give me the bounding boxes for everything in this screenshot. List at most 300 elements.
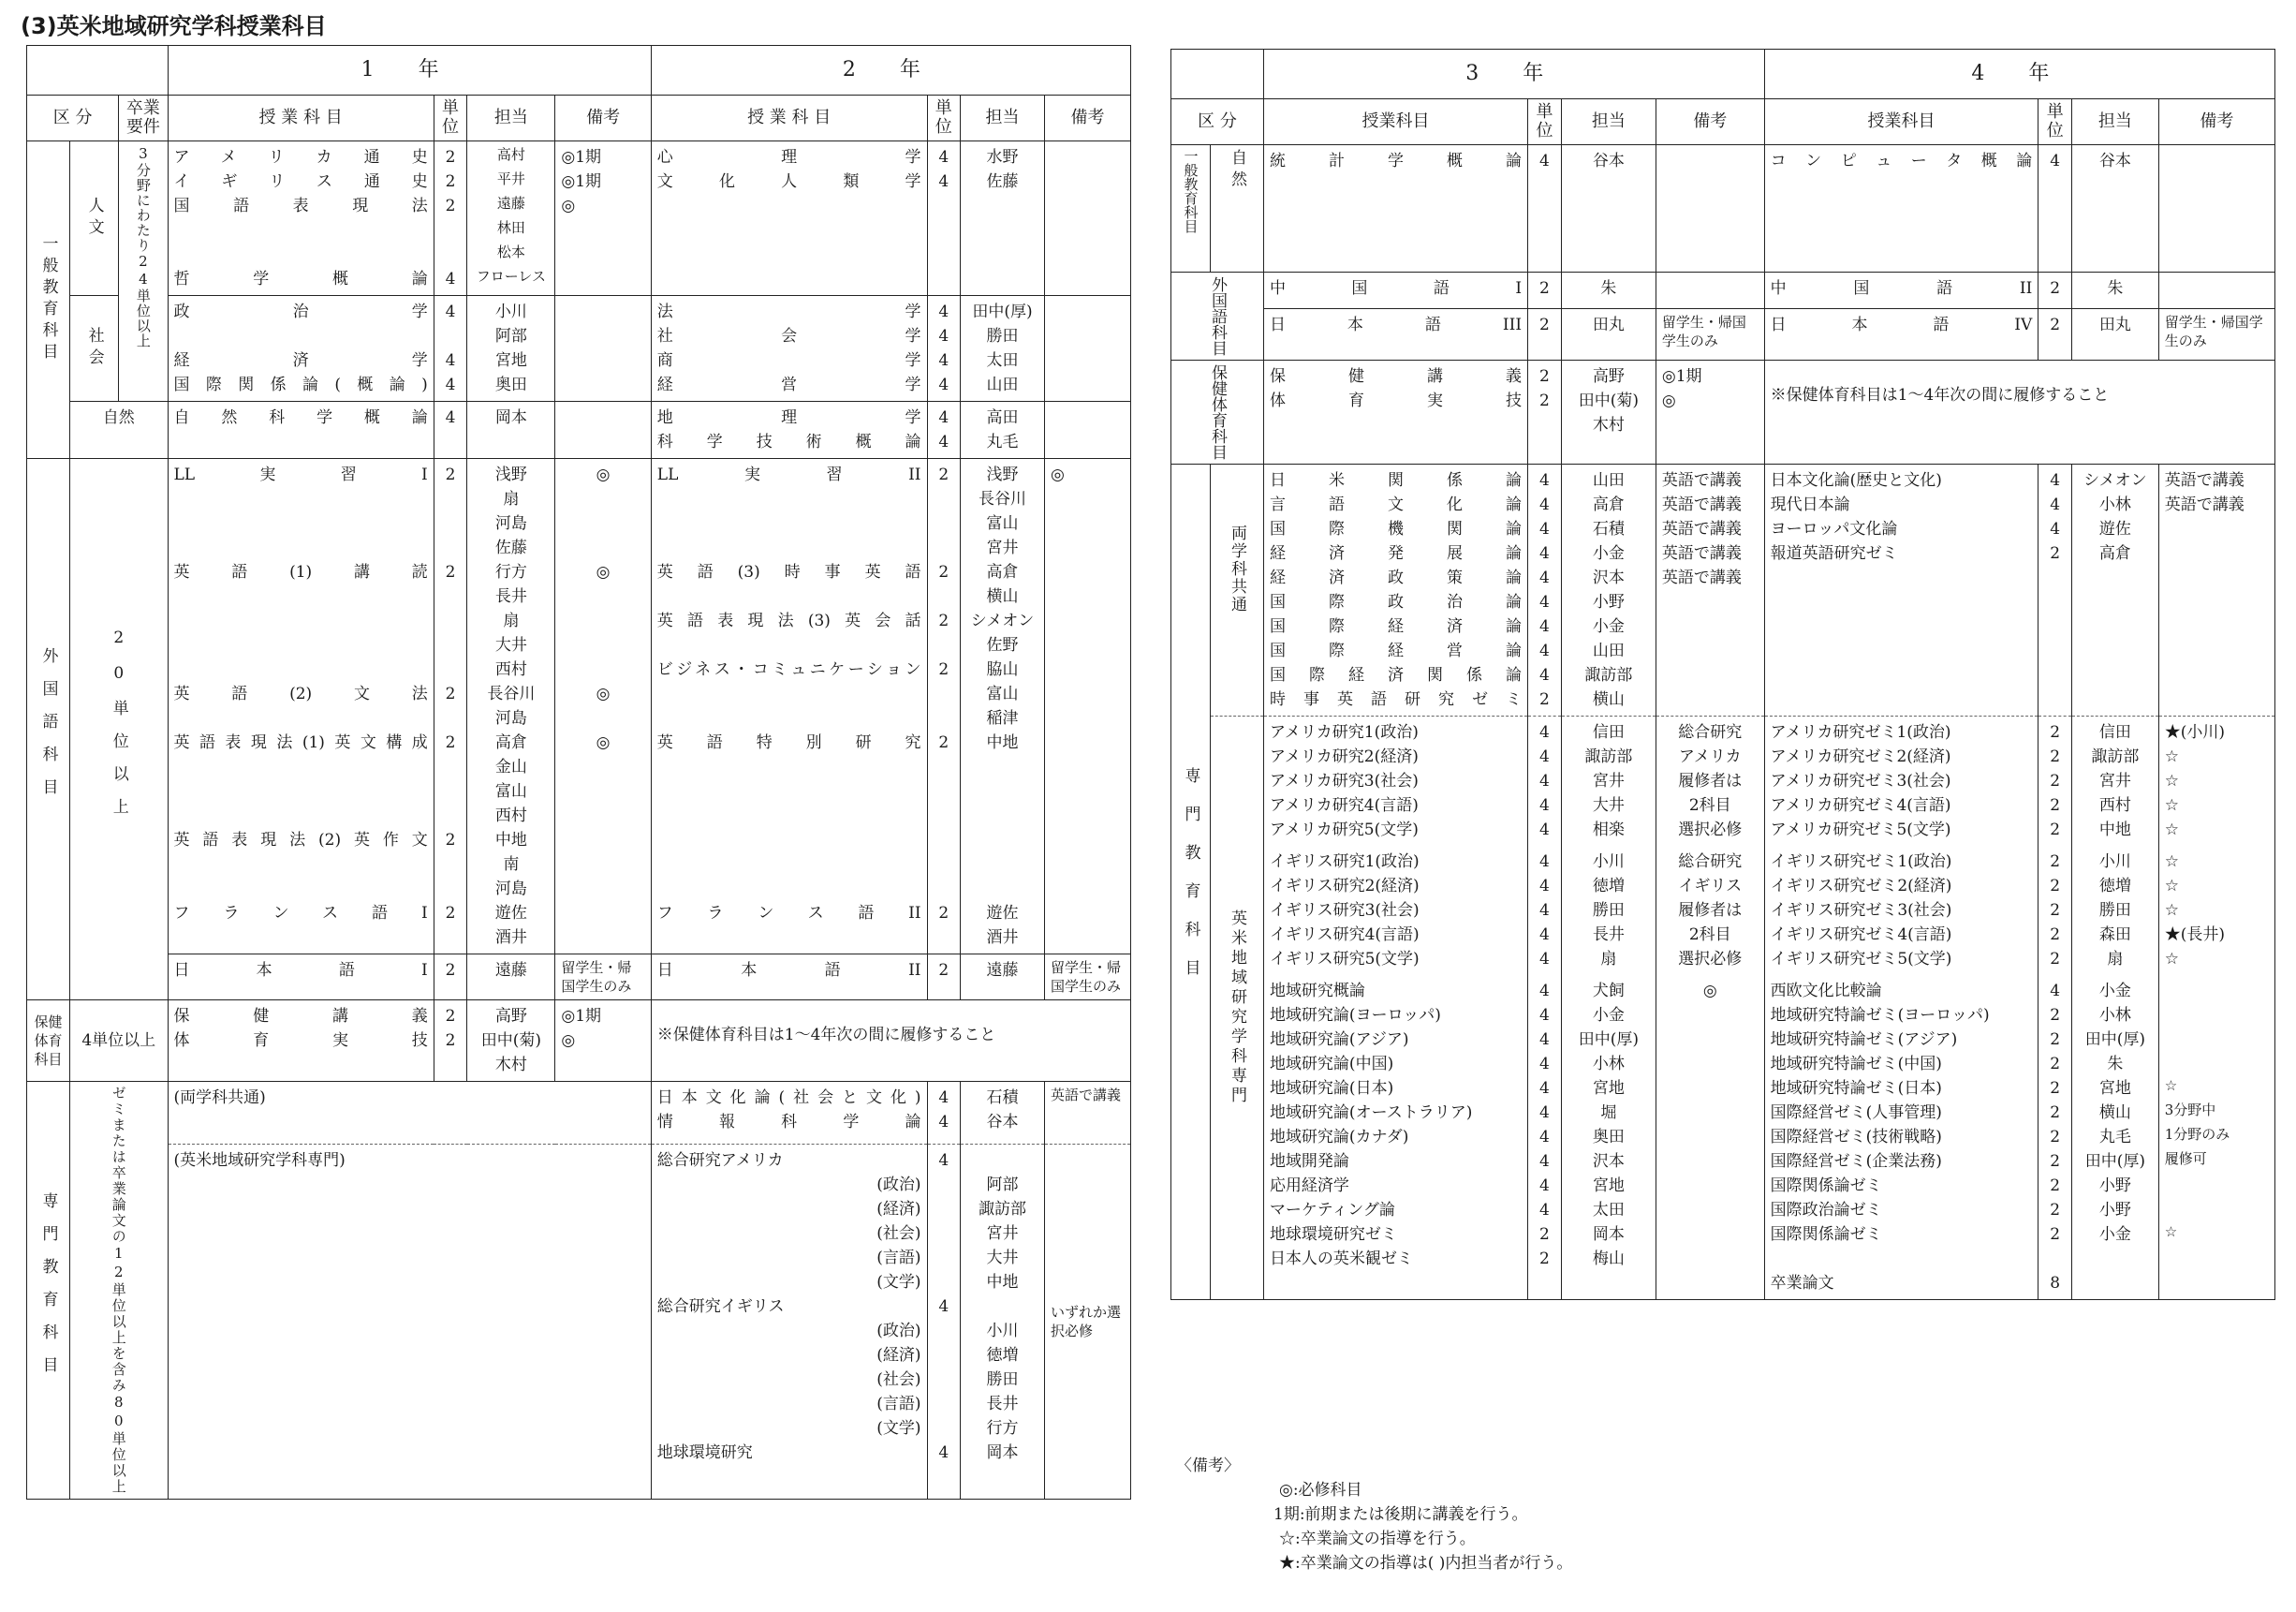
r-am-y3-subjects-item: アメリカ研究2(経済) (1269, 747, 1419, 766)
jinbun-y1-units-item: 2 (445, 197, 456, 215)
r-area-y3-subjects-item: 地域開発論 (1269, 1152, 1349, 1171)
r-common-y4-units (2038, 465, 2072, 717)
major-y2-subjects-item: (経済) (876, 1199, 921, 1219)
common-y2-units-item: 4 (938, 1113, 949, 1131)
r-common-y3-teachers-item: 小野 (1592, 593, 1625, 612)
y3-teacher-header: 担当 (1561, 99, 1656, 145)
shakai-y1-units-item: 4 (445, 376, 456, 394)
notes-label: 〈備考〉 (1176, 1457, 1240, 1475)
jinbun-y1-teachers-item: 平井 (496, 170, 525, 187)
foreign-y1-teachers-item: 扇 (503, 490, 520, 509)
r-senmon-common-row (1171, 465, 2275, 717)
foreign-y1-subjects-item: 英語(1)講読 (173, 563, 428, 582)
r-common-y3-remarks-item: 英語で講義 (1661, 471, 1742, 490)
y4-unit-header: 単位 (2038, 99, 2072, 145)
r-common-y3-units-item: 4 (1539, 666, 1550, 685)
r-common-y3-subjects-item: 国際政治論 (1269, 593, 1523, 612)
foreign-y2-units-item: 2 (938, 733, 949, 752)
senmon-major-label: (英米地域研究学科専門) (168, 1144, 651, 1499)
foreign-row (27, 459, 1131, 954)
r-uk-y3-teachers-item: 徳増 (1592, 877, 1625, 895)
jinbun-y1-subjects-item (174, 218, 428, 243)
r-am-y3-remark-item: 履修者は (1678, 772, 1743, 791)
r-am-y4-units-item: 2 (2050, 821, 2061, 839)
left-curriculum-table (26, 45, 1131, 1500)
shizen-y2-teachers-item: 高田 (986, 408, 1019, 427)
y3-remark-header: 備考 (1656, 99, 1764, 145)
major-y2-remark: いずれか選択必修 (1044, 1144, 1130, 1499)
y4-remark-header: 備考 (2158, 99, 2274, 145)
r-uk-y3-subjects (1263, 846, 1527, 975)
r-am-y4-subjects-item: アメリカ研究ゼミ2(経済) (1770, 747, 1951, 766)
r-area-y3-teachers-item: 梅山 (1592, 1250, 1625, 1268)
r-common-y3-teachers-item: 横山 (1592, 690, 1625, 709)
r-area-row (1171, 975, 2275, 1300)
r-area-y4-teachers-item: 小林 (2098, 1006, 2131, 1025)
foreign-y1-units-item (440, 925, 462, 950)
r-uk-y3-remark-item: 選択必修 (1678, 950, 1743, 969)
foreign-y1-remarks-item (561, 852, 644, 877)
r-area-y3-units-item: 2 (1539, 1250, 1550, 1268)
r-am-y4-subjects-item: アメリカ研究ゼミ4(言語) (1770, 796, 1951, 815)
foreign-y2-subjects-item (657, 828, 921, 852)
major-y2-subjects-item: (政治) (876, 1175, 921, 1194)
r-uk-y4-subjects-item: イギリス研究ゼミ2(経済) (1770, 877, 1952, 895)
r-foreign-y3b-teacher: 田丸 (1561, 309, 1656, 361)
foreign-y1-subjects-item: 英語(2)文法 (173, 685, 428, 703)
r-common-y4-subjects-item: 現代日本論 (1770, 495, 1850, 514)
health-y1-units-item: 2 (445, 1031, 456, 1050)
common-y2-remark: 英語で講義 (1044, 1082, 1130, 1145)
shakai-y1-units (434, 296, 467, 402)
foreign-label: 外国語科目 (38, 647, 58, 811)
foreign-y2-subjects (651, 459, 927, 954)
jinbun-y1-units-item: 4 (445, 270, 456, 288)
foreign-y1-subjects-item: 英語表現法(2)英作文 (173, 831, 428, 850)
r-area-y4-remarks-item (2165, 1028, 2269, 1052)
shakai-y2-subjects-item: 法学 (656, 303, 921, 321)
foreign-y1-teachers-item: 長谷川 (487, 685, 536, 703)
foreign-y1-remarks-item (561, 584, 644, 609)
senmon-label: 専門教育科目 (38, 1191, 58, 1389)
health-y1-teachers (467, 1000, 555, 1082)
r-area-y4-teachers-item: 宮地 (2098, 1079, 2131, 1098)
r-area-y4-units-item: 2 (2050, 1176, 2061, 1195)
major-y2-teachers-item: 長井 (986, 1394, 1019, 1413)
r-area-y3-subjects-item: 地域研究論(日本) (1269, 1079, 1394, 1098)
foreign-y1-units-item: 2 (445, 733, 456, 752)
major-y2-subjects-item: (社会) (876, 1369, 921, 1389)
r-general-y3-subject: 統計学概論 (1269, 152, 1523, 170)
r-am-y4-units (2038, 717, 2072, 847)
r-am-y3-remark-item: 総合研究 (1678, 723, 1743, 742)
major-y2-teachers-item: 大井 (986, 1248, 1019, 1267)
r-common-y3-remarks-item: 英語で講義 (1661, 495, 1742, 514)
req-header: 卒業要件 (119, 96, 168, 141)
major-y2-teachers-item: 行方 (986, 1418, 1019, 1438)
r-common-y4-subjects-item: 日本文化論(歴史と文化) (1770, 471, 1942, 490)
r-area-y3-subjects-item: 日本人の英米観ゼミ (1269, 1250, 1413, 1268)
jinbun-y1-remarks-item: ◎1期 (561, 172, 602, 191)
foreign-y1-remarks-item (561, 487, 644, 511)
major-y2-teachers-item: 小川 (986, 1321, 1019, 1340)
r-area-y3-teachers-item: 堀 (1600, 1103, 1617, 1122)
r-am-y4-teachers-item: 宮井 (2098, 772, 2131, 791)
r-area-y4-remarks-item: ☆ (2164, 1223, 2178, 1240)
foreign-y1-remarks-item: ◎ (596, 733, 611, 752)
health-note: ※保健体育科目は1～4年次の間に履修すること (651, 1000, 1130, 1082)
r-common-y3-remarks (1656, 465, 1764, 717)
senmon-major-row (27, 1144, 1131, 1499)
r-common-y3-remarks-item: 英語で講義 (1661, 520, 1742, 539)
r-common-y3-subjects (1263, 465, 1527, 717)
shizen-y2-units (927, 402, 961, 459)
r-health-label: 保健体育科目 (1207, 364, 1227, 460)
nihongo-y2-subject: 日本語II (656, 961, 921, 980)
major-y2-teachers-item: 諏訪部 (979, 1199, 1026, 1219)
r-uk-y4-subjects-item: イギリス研究ゼミ5(文学) (1770, 950, 1952, 969)
r-am-y3-teachers-item: 信田 (1592, 723, 1625, 742)
foreign-y1-units-item (440, 487, 462, 511)
r-am-y4-units-item: 2 (2050, 747, 2061, 766)
r-uk-y4-teachers-item: 徳増 (2098, 877, 2131, 895)
r-am-y4-units-item: 2 (2050, 772, 2061, 791)
r-area-y3-teachers-item: 沢本 (1592, 1152, 1625, 1171)
r-health-y3-units (1528, 361, 1562, 465)
r-general-y4-unit: 4 (2038, 145, 2072, 273)
foreign-y2-remarks (1044, 459, 1130, 954)
r-common-y3-teachers-item: 小金 (1592, 617, 1625, 636)
foreign-y2-units-item (934, 877, 955, 901)
y1-teacher-header: 担当 (467, 96, 555, 141)
r-health-y3-teachers-item: 田中(菊) (1578, 392, 1639, 410)
r-common-y4-teachers-item: 高倉 (2098, 544, 2131, 563)
y2-teacher-header: 担当 (961, 96, 1045, 141)
foreign-y1-remarks-item: ◎ (596, 466, 611, 484)
r-area-y4-subjects-item: 地域研究特論ゼミ(中国) (1770, 1055, 1942, 1073)
r-common-y3-teachers-item: 石積 (1592, 520, 1625, 539)
shakai-y1-teachers-item: 奥田 (494, 376, 527, 394)
foreign-y1-remarks (555, 459, 651, 954)
r-uk-y3-units-item: 4 (1539, 925, 1550, 944)
r-am-y3-subjects (1263, 717, 1527, 847)
r-general-y3-unit: 4 (1528, 145, 1562, 273)
r-area-y4-units-item: 2 (2050, 1006, 2061, 1025)
health-y1-teachers-item: 木村 (494, 1056, 527, 1074)
shakai-y1-subjects-item (174, 324, 428, 348)
r-common-y4-units-item: 2 (2050, 544, 2061, 563)
r-uk-y3-teachers-item: 勝田 (1592, 901, 1625, 920)
foreign-y2-teachers-item: 横山 (986, 587, 1019, 606)
foreign-y1-units-item: 2 (445, 685, 456, 703)
general-label: 一般教育科目 (38, 235, 58, 364)
major-y2-units-item: 4 (938, 1442, 949, 1462)
r-common-y4-remarks-item: 英語で講義 (2164, 471, 2244, 490)
r-am-y3-units-item: 4 (1539, 821, 1550, 839)
foreign-y2-teachers-item (966, 852, 1038, 877)
r-senmon-label: 専門教育科目 (1181, 766, 1200, 998)
foreign-y1-units-item: 2 (445, 466, 456, 484)
foreign-y2-units-item (934, 755, 955, 779)
jinbun-y1-teachers-item: 遠藤 (496, 195, 525, 212)
r-health-y3-teachers-item: 高野 (1592, 367, 1625, 386)
foreign-y2-units-item (934, 536, 955, 560)
r-area-y4-subjects-item: 国際経営ゼミ(技術戦略) (1770, 1128, 1942, 1146)
r-common-label: 両学科共通 (1228, 525, 1247, 614)
r-health-y3-units-item: 2 (1539, 392, 1550, 410)
r-area-y4-units-item: 2 (2050, 1225, 2061, 1244)
r-common-y3-units-item: 2 (1539, 690, 1550, 709)
year-header-row (27, 46, 1131, 96)
major-y2-units (927, 1144, 961, 1499)
r-common-y3-units-item: 4 (1539, 617, 1550, 636)
foreign-y1-units-item: 2 (445, 831, 456, 850)
r-area-y3-units-item: 4 (1539, 1103, 1550, 1122)
r-area-y4-subjects-item: 地域研究特論ゼミ(日本) (1770, 1079, 1942, 1098)
r-health-y3-subjects (1263, 361, 1527, 465)
foreign-y1-subjects-item (174, 852, 428, 877)
shizen-y1-teachers-item: 岡本 (494, 408, 527, 427)
nihongo-y1-remark: 留学生・帰国学生のみ (555, 954, 651, 1000)
r-common-y4-teachers-item: 遊佐 (2098, 520, 2131, 539)
shakai-y1-subjects-item: 国際関係論(概論) (173, 376, 428, 394)
r-am-y3-units (1528, 717, 1562, 847)
health-y1-remarks (555, 1000, 651, 1082)
r-common-y3-units-item: 4 (1539, 471, 1550, 490)
foreign-y1-teachers-item: 富山 (494, 782, 527, 801)
year1-header: 1 年 (168, 46, 651, 96)
r-area-y4-teachers-item: 横山 (2098, 1103, 2131, 1122)
foreign-y1-remarks-item (561, 633, 644, 658)
senmon-req: ゼミまたは卒業論文の12単位以上を含み80単位以上 (110, 1086, 127, 1495)
r-uk-y3-subjects-item: イギリス研究3(社会) (1269, 901, 1420, 920)
foreign-y2-units-item (934, 633, 955, 658)
foreign-y1-subjects-item (174, 755, 428, 779)
jinbun-label: 人文 (84, 197, 104, 240)
foreign-y2-teachers-item: 長谷川 (979, 490, 1026, 509)
shakai-y2-teachers-item: 田中(厚) (972, 303, 1033, 321)
major-y2-subjects (651, 1144, 927, 1499)
r-uk-y4-teachers-item: 扇 (2107, 950, 2124, 969)
r-common-y3-subjects-item: 経済発展論 (1269, 544, 1523, 563)
shizen-y1-teachers (467, 402, 555, 459)
foreign-y2-teachers-item: 佐野 (986, 636, 1019, 655)
shakai-y2-teachers-item: 太田 (986, 351, 1019, 370)
r-uk-row (1171, 846, 2275, 975)
r-uk-y3-teachers-item: 長井 (1592, 925, 1625, 944)
foreign-y1-units-item (440, 658, 462, 682)
note-item-3: ☆:卒業論文の指導を行う。 (1279, 1530, 1476, 1548)
common-y2-subjects (651, 1082, 927, 1145)
r-am-y4-teachers-item: 中地 (2098, 821, 2131, 839)
major-y2-subjects-item: 総合研究アメリカ (656, 1150, 784, 1170)
r-area-y4-teachers-item: 田中(厚) (2084, 1030, 2146, 1049)
r-am-y4-remarks-item: ☆ (2164, 821, 2179, 839)
shakai-label: 社会 (84, 327, 104, 370)
r-area-y3-subjects-item: 応用経済学 (1269, 1176, 1349, 1195)
r-uk-y4-subjects-item: イギリス研究ゼミ3(社会) (1770, 901, 1952, 920)
foreign-y1-subjects-item (174, 925, 428, 950)
foreign-y2-units-item (934, 925, 955, 950)
shizen-y2-units-item: 4 (938, 408, 949, 427)
r-common-y4-teachers (2072, 465, 2159, 717)
foreign-y2-teachers-item (966, 779, 1038, 804)
health-y1-teachers-item: 高野 (494, 1007, 527, 1026)
r-uk-y4-units-item: 2 (2050, 950, 2061, 969)
r-health-y3-remarks-item: ◎ (1661, 392, 1676, 410)
r-health-note: ※保健体育科目は1～4年次の間に履修すること (1764, 361, 2274, 465)
r-year-header-row (1171, 50, 2275, 99)
r-area-y3-remark: ◎ (1656, 975, 1764, 1300)
foreign-y1-remarks-item (561, 779, 644, 804)
r-common-y3-teachers-item: 諏訪部 (1584, 666, 1633, 685)
foreign-y2-teachers-item (966, 828, 1038, 852)
foreign-y1-remarks-item (561, 706, 644, 731)
r-uk-y4-units-item: 2 (2050, 901, 2061, 920)
shizen-label: 自然 (69, 402, 168, 459)
foreign-y2-teachers-item: 浅野 (986, 466, 1019, 484)
foreign-y1-units-item (440, 779, 462, 804)
jinbun-y1-subjects-item: イギリス通史 (173, 172, 428, 191)
r-common-y4-remarks-item: 英語で講義 (2164, 495, 2244, 514)
shakai-y2-units (927, 296, 961, 402)
foreign-y1-subjects-item (174, 877, 428, 901)
major-y2-teachers-item: 岡本 (986, 1442, 1019, 1462)
r-uk-y4-remarks-item: ☆ (2164, 950, 2179, 969)
jinbun-y1-teachers (467, 141, 555, 296)
r-am-y4-subjects-item: アメリカ研究ゼミ1(政治) (1770, 723, 1951, 742)
r-area-y4-subjects-item: 国際経営ゼミ(企業法務) (1770, 1152, 1942, 1171)
jinbun-y2-units-item: 4 (938, 172, 949, 191)
r-area-y4-units-item: 2 (2050, 1128, 2061, 1146)
major-y2-units-item (934, 1197, 955, 1221)
major-y2-units-item: 4 (938, 1296, 949, 1316)
r-am-y3-remark-item: 2科目 (1688, 796, 1731, 815)
r-am-y4-teachers-item: 西村 (2098, 796, 2131, 815)
r-am-y4-teachers (2072, 717, 2159, 847)
r-area-y3-subjects-item: マーケティング論 (1269, 1201, 1395, 1220)
general-jinbun-row (27, 141, 1131, 296)
foreign-y1-teachers-item: 金山 (494, 758, 527, 776)
foreign-y2-teachers-item: 酒井 (986, 928, 1019, 947)
foreign-y1-subjects-item (174, 609, 428, 633)
shakai-y1-teachers-item: 小川 (494, 303, 527, 321)
foreign-y2-subjects-item (657, 511, 921, 536)
foreign-y1-teachers-item: 西村 (494, 660, 527, 679)
foreign-y1-remarks-item (561, 511, 644, 536)
foreign-y2-subjects-item (657, 925, 921, 950)
r-uk-y3-units-item: 4 (1539, 950, 1550, 969)
foreign-y1-teachers-item: 西村 (494, 806, 527, 825)
foreign-y1-remarks-item: ◎ (596, 563, 611, 582)
foreign-y1-remarks-item (561, 925, 644, 950)
major-y2-subjects-item: (言語) (876, 1394, 921, 1413)
r-common-y4-subjects-item: ヨーロッパ文化論 (1770, 520, 1898, 539)
r-foreign-y3a-teacher: 朱 (1561, 273, 1656, 309)
r-area-y4-teachers-item: 田中(厚) (2084, 1152, 2146, 1171)
r-common-y3-teachers-item: 沢本 (1592, 569, 1625, 587)
r-area-y4-subjects-item: 地域研究特論ゼミ(アジア) (1770, 1030, 1958, 1049)
foreign-y2-teachers-item (966, 755, 1038, 779)
foreign-y1-units-item: 2 (445, 904, 456, 923)
nihongo-y2-teacher: 遠藤 (961, 954, 1045, 1000)
shakai-y2-subjects (651, 296, 927, 402)
r-common-y3-units-item: 4 (1539, 495, 1550, 514)
foreign-y1-remarks-item: ◎ (596, 685, 611, 703)
nihongo-y1-unit: 2 (434, 954, 467, 1000)
major-y2-teachers-item: 宮井 (986, 1223, 1019, 1243)
major-y2-teachers-item: 勝田 (986, 1369, 1019, 1389)
r-area-y4-subjects-item: 国際経営ゼミ(人事管理) (1770, 1103, 1942, 1122)
r-uk-y4-units (2038, 846, 2072, 975)
foreign-y2-teachers-item: 高倉 (986, 563, 1019, 582)
foreign-req: 20単位以上 (109, 628, 128, 831)
r-health-y3-remarks-item: ◎1期 (1661, 367, 1702, 386)
r-area-y3-subjects-item: 地域研究論(オーストラリア) (1269, 1103, 1473, 1122)
foreign-y2-subjects-item (657, 779, 921, 804)
r-area-y4-remarks-item (2165, 1198, 2269, 1222)
r-area-y4-subjects-item: 卒業論文 (1770, 1274, 1834, 1293)
y3-subject-header: 授業科目 (1263, 99, 1527, 145)
shakai-y2-subjects-item: 社会学 (656, 327, 921, 346)
r-area-y3-teachers (1561, 975, 1656, 1300)
r-uk-y3-remark-item: 2科目 (1688, 925, 1731, 944)
foreign-y1-teachers-item: 扇 (503, 612, 520, 630)
foreign-y2-teachers-item (966, 804, 1038, 828)
foreign-y1-teachers-item: 長井 (494, 587, 527, 606)
foreign-y1-teachers-item: 河島 (494, 880, 527, 898)
r-area-y3-subjects (1263, 975, 1527, 1300)
major-y2-teachers-item (966, 1148, 1038, 1173)
foreign-y2-subjects-item (657, 706, 921, 731)
r-common-y3-teachers (1561, 465, 1656, 717)
foreign-y1-units-item: 2 (445, 563, 456, 582)
foreign-y2-units-item (934, 584, 955, 609)
r-am-y4-remarks-item: ★(小川) (2164, 723, 2225, 742)
health-y1-teachers-item: 田中(菊) (480, 1031, 541, 1050)
jinbun-y2-subjects-item: 心理学 (656, 148, 921, 167)
shakai-y2-units-item: 4 (938, 351, 949, 370)
kubun-header: 区 分 (27, 96, 119, 141)
r-uk-y3-subjects-item: イギリス研究4(言語) (1269, 925, 1420, 944)
r-uk-y4-subjects (1764, 846, 2038, 975)
r-area-y3-units-item: 4 (1539, 1152, 1550, 1171)
common-y2-units-item: 4 (938, 1088, 949, 1107)
jinbun-y2-subjects-item: 文化人類学 (656, 172, 921, 191)
nihongo-row (27, 954, 1131, 1000)
r-area-y4-remarks-item (2165, 1271, 2269, 1295)
r-uk-y3-teachers (1561, 846, 1656, 975)
r-am-y3-remark-item: アメリカ (1678, 747, 1742, 766)
r-area-y3-subjects-item: 地域研究論(中国) (1269, 1055, 1394, 1073)
jinbun-y2-units-item: 4 (938, 148, 949, 167)
jinbun-y1-remarks-item (561, 267, 644, 291)
foreign-y2-remarks-item: ◎ (1050, 466, 1065, 484)
major-y2-subjects-item: (経済) (876, 1345, 921, 1365)
jinbun-y2-subjects (651, 141, 927, 296)
health-y1-units (434, 1000, 467, 1082)
y1-subject-header: 授 業 科 目 (168, 96, 434, 141)
r-area-y3-units-item: 2 (1539, 1225, 1550, 1244)
health-y1-subjects-item: 保健講義 (173, 1007, 428, 1026)
r-am-y4-subjects-item: アメリカ研究ゼミ5(文学) (1770, 821, 1951, 839)
jinbun-y1-remarks (555, 141, 651, 296)
foreign-y1-teachers-item: 大井 (494, 636, 527, 655)
foreign-y2-subjects-item: 英語(3)時事英語 (656, 563, 921, 582)
y1-unit-header: 単位 (434, 96, 467, 141)
r-common-y4-teachers-item: 小林 (2098, 495, 2131, 514)
senmon-common-row (27, 1082, 1131, 1145)
